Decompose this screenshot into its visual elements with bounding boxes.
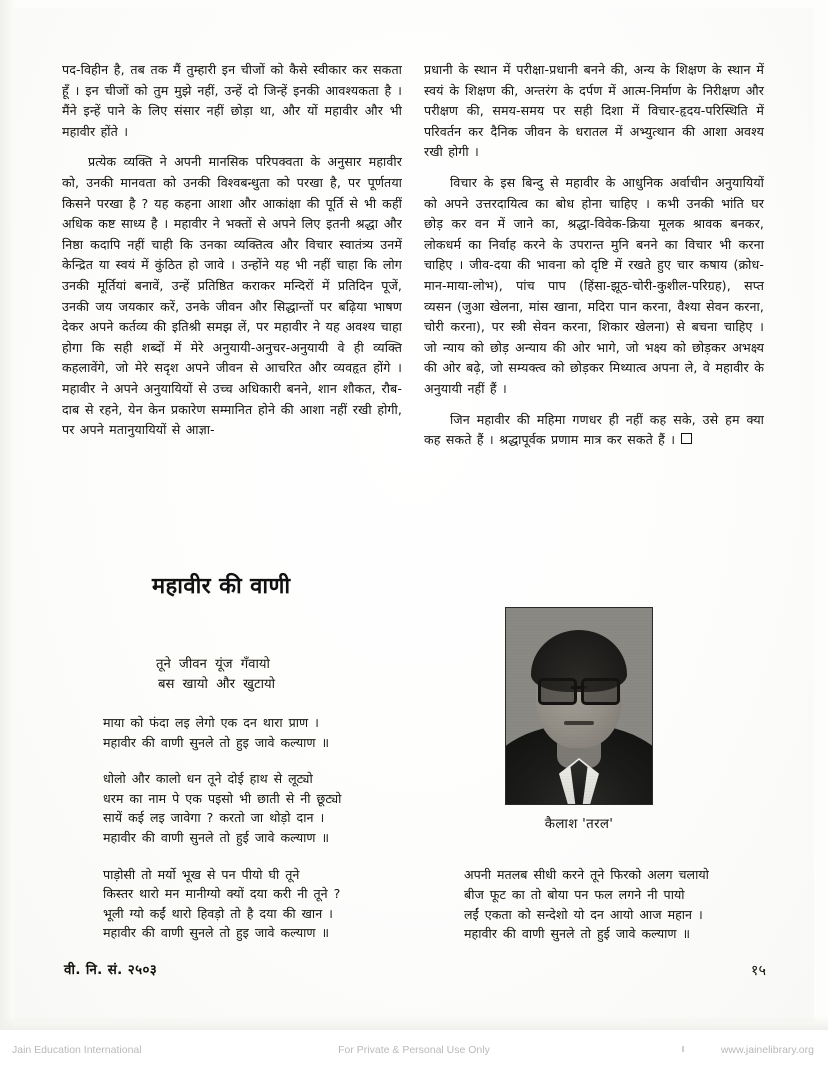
verse-line: भूली ग्यो कईं थारो हिवड़ो तो है दया की खान । — [103, 905, 333, 921]
photo-halftone-grain — [506, 608, 652, 804]
photo-caption: कैलाश 'तरल' — [544, 817, 614, 832]
watermark-artifact-mark — [682, 1046, 684, 1052]
photo-image — [506, 608, 652, 804]
paragraph: पद-विहीन है, तब तक मैं तुम्हारी इन चीजों को कैसे स्वीकार कर सकता हूँ । इन चीजों को तुम मुझे नहीं, उन्हें दो जिन्हें इनकी आवश्यकता है । मैंने इन्हें पाने के लिए संसार नहीं छोड़ा था, और यों महावीर और भी महावीर होंते । — [62, 62, 402, 139]
verse-line: किस्तर थारो मन मानीग्यो क्यों दया करी नी तूने ? — [103, 886, 341, 902]
article-body — [0, 0, 828, 470]
verse-line: सायें कई लइ जावेगा ? करतो जा थोड़ो दान । — [103, 810, 325, 826]
end-of-article-square-icon — [681, 433, 692, 444]
epigraph-line: तूने जीवन यूंज गँवायो — [156, 657, 270, 672]
paragraph-final — [424, 410, 764, 451]
paragraph: विचार के इस बिन्दु से महावीर के आधुनिक अर्वाचीन अनुयायियों को अपने उत्तरदायित्व का बोध होना चाहिए । कभी उनकी भांति घर छोड़ कर वन में जाने का, श्रद्धा-विवेक-क्रिया मूलक श्रावक बनकर, लोकधर्म का निर्वाह करने के उपरान्त मुनि बनने का विचार भी करना चाहिए । जीव-दया की भावना को दृष्टि में रखते हुए चार कषाय (क्रोध-मान-माया-लोभ), पांच पाप (हिंसा-झूठ-चोरी-कुशील-परिग्रह), सप्त व्यसन (जुआ खेलना, मांस खाना, मदिरा पान करना, वैश्या सेवन करना, चोरी करना), पर स्त्री सेवन करना, शिकार खेलना) से बचना चाहिए । जो न्याय को छोड़ अन्याय की ओर भागे, जो भक्ष्य को छोड़कर अभक्ष्य की ओर बढ़े, जो सम्यक्त्व को छोड़कर मिथ्यात्व अपना ले, वे महावीर के अनुयायी नहीं हैं । — [424, 174, 764, 396]
watermark-organization: Jain Education International — [12, 1044, 142, 1056]
poem-epigraph — [156, 655, 275, 695]
author-photograph — [505, 607, 653, 805]
verse-line: बीज फूट का तो बोया पन फल लगने नी पायो — [464, 886, 685, 902]
poem-title: महावीर की वाणी — [152, 574, 291, 599]
verse-line: महावीर की वाणी सुनले तो हुइ जावे कल्याण ॥ — [103, 734, 330, 750]
closing-verse — [464, 865, 794, 944]
verse-line: महावीर की वाणी सुनले तो हुई जावे कल्याण ॥ — [464, 926, 691, 942]
poem-section — [0, 545, 828, 975]
verse-line: अपनी मतलब सीधी करने तूने फिरको अलग चलायो — [464, 867, 709, 882]
stanza — [103, 713, 443, 752]
paragraph: प्रधानी के स्थान में परीक्षा-प्रधानी बनने की, अन्य के शिक्षण के स्थान में स्वयं के शिक्षण की, अन्तरंग के दर्पण में आत्म-निर्माण के निरीक्षण और परीक्षण की, समय-समय पर सही दिशा में विचार-हृदय-परिस्थिति में परिवर्तन कर दैनिक जीवन के धरातल में अभ्युत्थान की आशा अवश्य रखी होगी । — [424, 62, 764, 160]
verse-line: लईं एकता को सन्देशो यो दन आयो आज महान । — [464, 906, 703, 922]
poem-stanzas — [103, 713, 443, 960]
page-number: १५ — [750, 963, 766, 979]
verse-line: महावीर की वाणी सुनले तो हुई जावे कल्याण ॥ — [103, 829, 330, 845]
stanza — [103, 769, 443, 847]
verse-line: पाड़ोसी तो मर्यो भूख से पन पीयो घी तूने — [103, 866, 300, 882]
verse-line: धरम का नाम पे एक पइसो भी छाती से नी छूट्यो — [103, 790, 342, 806]
epigraph-line: बस खायो और खुटायो — [158, 677, 276, 692]
article-column-right — [424, 60, 764, 451]
article-column-left — [62, 60, 402, 441]
stanza — [103, 865, 443, 943]
verse-line: धोलो और कालो धन तूने दोई हाथ से लूट्यो — [103, 771, 313, 787]
verse-line: महावीर की वाणी सुनले तो हुइ जावे कल्याण ॥ — [103, 925, 330, 941]
page-footer — [0, 960, 828, 1006]
page-edge-shadow-bottom — [0, 1016, 828, 1030]
verse-line: माया को फंदा लइ लेगो एक दन थारा प्राण । — [103, 715, 319, 730]
paragraph: प्रत्येक व्यक्ति ने अपनी मानसिक परिपक्वता के अनुसार महावीर को, उनकी मानवता को उनकी विश्वबन्धुता को परखा है, पर पूर्णतया किसने परखा है ? यह कहना आशा और आकांक्षा की पूर्ति से भी कहीं अधिक कष्ट साध्य है । महावीर ने भक्तों से अपने लिए इतनी श्रद्धा और निष्ठा कदापि नहीं चाही कि उनका व्यक्तित्व और विचार स्वातंत्र्य उनमें केन्द्रित या स्वयं में कुंठित हो जावे । उन्होंने यह भी नहीं चाहा कि लोग उनकी मूर्तियां बनावें, उन्हें प्रतिष्ठित कराकर मन्दिरों में प्रतिदिन पूजें, उनकी जय जयकार करें, उनके जीवन और सिद्धान्तों पर बढ़िया भाषण देकर अपने कर्तव्य की इतिश्री समझ लें, पर महावीर ने यह अवश्य चाहा होगा कि सही शब्दों में मेरे अनुयायी-अनुचर-अनुयायी वे ही व्यक्ति कहलावेंगे, जो मेरे सदृश अपने जीवन से आचरित और व्यवहृत होंगे । महावीर ने अपने अनुयायियों से उच्च अधिकारी बनने, शान शौकत, रौब-दाब से रहने, येन केन प्रकारेण सम्मानित होने की आशा नहीं रखी होगी, पर अपने मतानुयायियों से आज्ञा- — [62, 154, 402, 438]
digitization-watermark-bar — [0, 1030, 828, 1071]
watermark-website-url: www.jainelibrary.org — [720, 1044, 814, 1056]
watermark-usage-notice: For Private & Personal Use Only — [338, 1044, 490, 1056]
era-label: वी. नि. सं. २५०३ — [64, 963, 158, 978]
paragraph-text: जिन महावीर की महिमा गणधर ही नहीं कह सके, उसे हम क्या कह सकते हैं । श्रद्धापूर्वक प्रणाम मात्र कर सकते हैं । — [424, 411, 764, 448]
author-photo-block — [505, 607, 653, 832]
